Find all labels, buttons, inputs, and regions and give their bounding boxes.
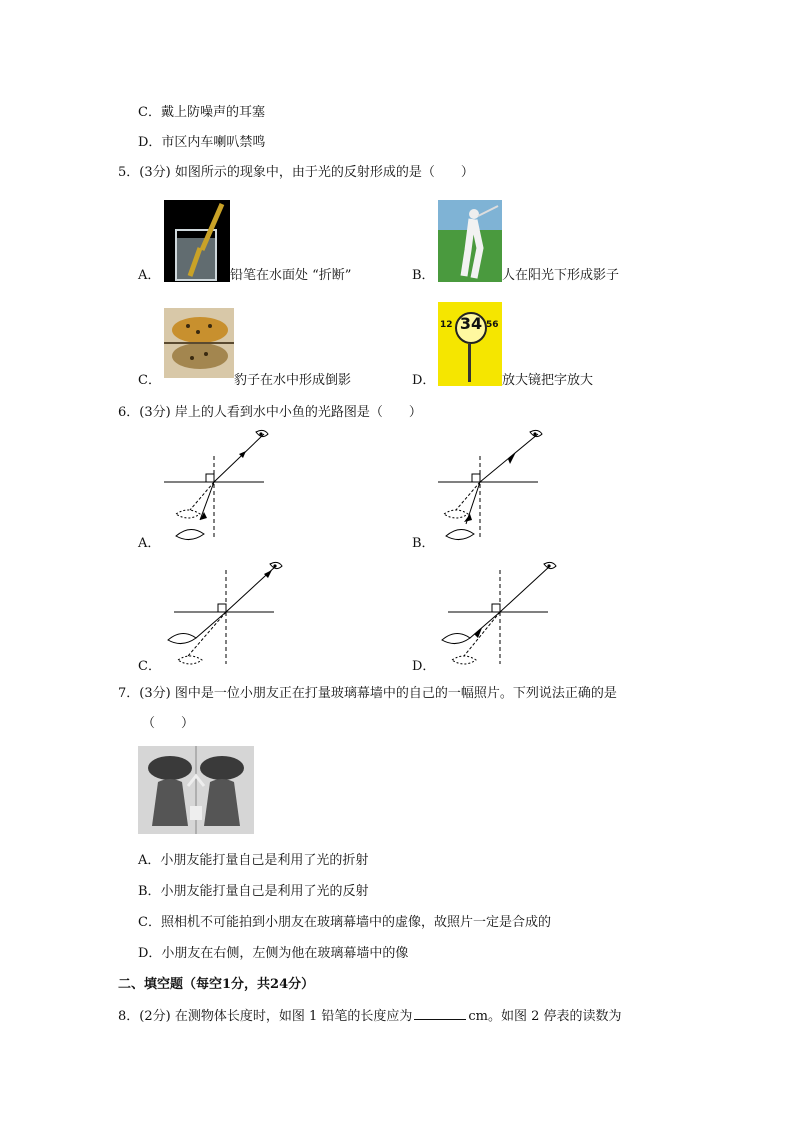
q8-line <box>118 1007 622 1026</box>
q6-diagram-a <box>160 426 280 552</box>
q6-option-d-letter: D． <box>412 659 436 674</box>
q5-option-b-letter: B． <box>412 268 435 283</box>
q6-option-c-letter: C． <box>138 659 161 674</box>
q4-option-c: C．戴上防噪声的耳塞 <box>138 105 265 120</box>
q6-diagram-d <box>434 560 564 672</box>
magnifier-handle <box>468 344 471 382</box>
q6-diagram-c <box>160 560 290 672</box>
q7-option-d: D．小朋友在右侧，左侧为他在玻璃幕墙中的像 <box>138 946 409 961</box>
section-2-title: 二、填空题（每空1分，共24分） <box>118 977 315 992</box>
q8-prefix: 8．(2分) 在测物体长度时，如图 1 铅笔的长度应为 <box>118 1009 413 1024</box>
q7-option-a: A．小朋友能打量自己是利用了光的折射 <box>138 853 369 868</box>
q8-blank <box>414 1007 466 1020</box>
q5-stem: 5．(3分) 如图所示的现象中，由于光的反射形成的是（ ） <box>118 165 474 180</box>
q7-stem: 7．(3分) 图中是一位小朋友正在打量玻璃幕墙中的自己的一幅照片。下列说法正确的是 <box>118 686 617 701</box>
q7-option-c: C．照相机不可能拍到小朋友在玻璃幕墙中的虚像，故照片一定是合成的 <box>138 915 551 930</box>
golfer-shadow-image <box>438 200 502 282</box>
q6-diagram-b <box>434 426 554 552</box>
pencil-in-water-image <box>164 200 230 282</box>
q4-option-d: D．市区内车喇叭禁鸣 <box>138 135 266 150</box>
q7-paren: （ ） <box>142 716 195 731</box>
q6-stem: 6．(3分) 岸上的人看到水中小鱼的光路图是（ ） <box>118 405 422 420</box>
q5-option-c-letter: C． <box>138 373 161 388</box>
magnifier-image <box>438 302 502 386</box>
magnifier-digits-left: 12 <box>440 320 453 330</box>
q7-option-b: B．小朋友能打量自己是利用了光的反射 <box>138 884 369 899</box>
magnifier-digits-center: 34 <box>455 312 487 344</box>
q5-option-c-text: 豹子在水中形成倒影 <box>234 373 352 388</box>
q5-option-b-text: 人在阳光下形成影子 <box>502 268 620 283</box>
q5-option-d-text: 放大镜把字放大 <box>502 373 594 388</box>
q6-option-b-letter: B． <box>412 536 435 551</box>
q5-option-a-text: 铅笔在水面处 “折断” <box>230 268 352 283</box>
q6-option-a-letter: A． <box>138 536 161 551</box>
child-glass-wall-photo <box>138 746 254 834</box>
q5-option-d-letter: D． <box>412 373 436 388</box>
magnifier-digits-right: 56 <box>486 320 499 330</box>
q8-suffix: cm。如图 2 停表的读数为 <box>468 1009 622 1024</box>
leopard-reflection-image <box>164 308 234 378</box>
q5-option-a-letter: A． <box>138 268 161 283</box>
